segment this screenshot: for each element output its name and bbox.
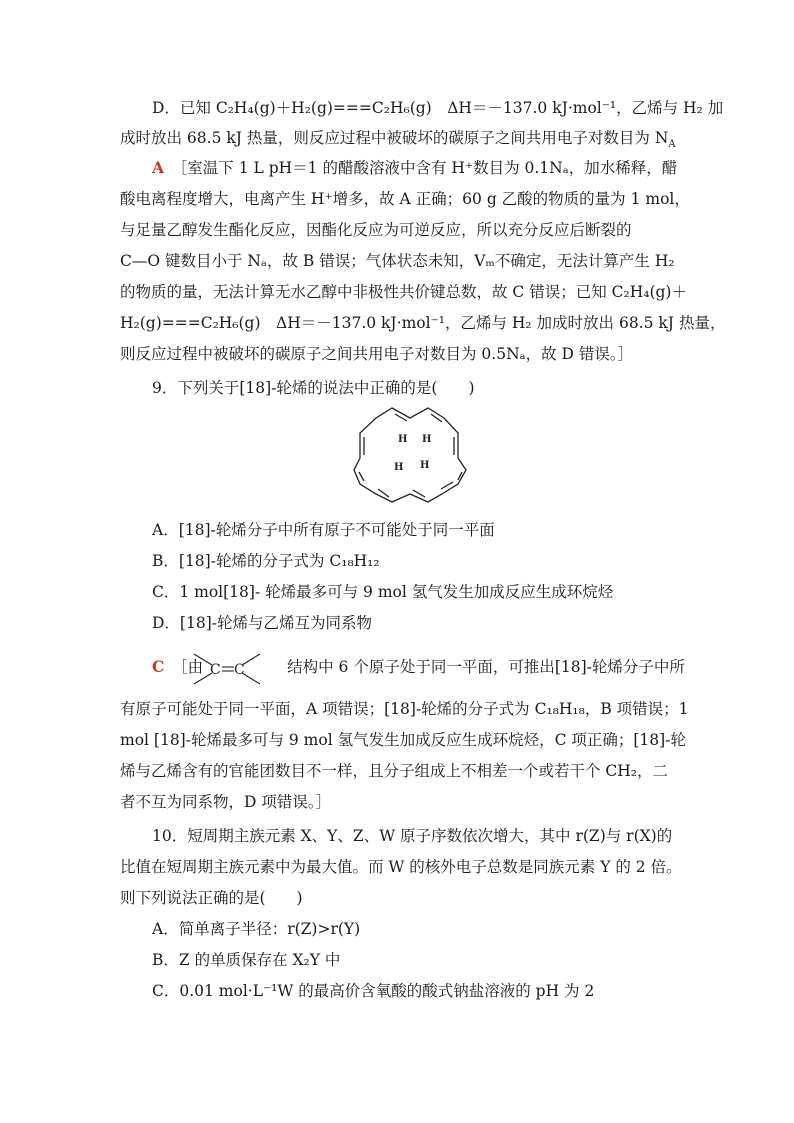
q10-stem-line: 则下列说法正确的是( ): [120, 889, 303, 907]
q9-answer-line: C ［由 结构中 6 个原子处于同一平面，可推出[18]-轮烯分子中所: [152, 657, 685, 676]
carbon-label: C: [210, 662, 221, 678]
q8-option-d-line2: 成时放出 68.5 kJ 热量，则反应过程中被破坏的碳原子之间共用电子对数目为 $N_A$: [120, 129, 676, 151]
ethylene-double-bond-diagram: [188, 650, 266, 688]
q8-explanation-line: C—O 键数目小于 Nₐ，故 B 错误；气体状态未知，Vₘ不确定，无法计算产生 H₂: [120, 252, 675, 270]
q8-option-d-line1: D．已知 C₂H₄(g)＋H₂(g)===C₂H₆(g) ΔH＝－137.0 kJ·mol⁻¹，乙烯与 H₂ 加: [152, 99, 724, 117]
h-atom-label: H: [420, 460, 430, 471]
q8-answer-line: A ［室温下 1 L pH＝1 的醋酸溶液中含有 H⁺数目为 0.1Nₐ，加水稀释，醋: [152, 158, 678, 177]
q8-explanation-line: 的物质的量，无法计算无水乙醇中非极性共价键总数，故 C 错误；已知 C₂H₄(g)＋: [120, 283, 687, 301]
q10-option-b: B．Z 的单质保存在 X₂Y 中: [152, 951, 341, 969]
h-atom-label: H: [394, 462, 404, 473]
q9-option-b: B．[18]-轮烯的分子式为 C₁₈H₁₂: [152, 552, 380, 570]
q9-option-d: D．[18]-轮烯与乙烯互为同系物: [152, 614, 372, 632]
q9-stem: 9．下列关于[18]-轮烯的说法中正确的是( ): [152, 379, 475, 397]
q9-explanation-line: 者不互为同系物，D 项错误。］: [120, 793, 332, 811]
answer-letter: C: [152, 657, 165, 676]
q9-option-c: C．1 mol[18]- 轮烯最多可与 9 mol 氢气发生加成反应生成环烷烃: [152, 583, 614, 601]
q8-explanation-line: H₂(g)===C₂H₆(g) ΔH＝－137.0 kJ·mol⁻¹，乙烯与 H₂ 加成时放出 68.5 kJ 热量，: [120, 314, 726, 332]
q8-explanation-line: 酸电离程度增大，电离产生 H⁺增多，故 A 正确；60 g 乙酸的物质的量为 1 mol，: [120, 190, 690, 208]
q10-option-a: A．简单离子半径：r(Z)>r(Y): [152, 920, 361, 938]
q10-stem-line: 比值在短周期主族元素中为最大值。而 W 的核外电子总数是同族元素 Y 的 2 倍。: [120, 858, 682, 876]
q10-stem-line: 10．短周期主族元素 X、Y、Z、W 原子序数依次增大，其中 r(Z)与 r(X)的: [152, 827, 673, 845]
q9-explanation-line: 烯与乙烯含有的官能团数目不一样，且分子组成上不相差一个或若干个 CH₂，二: [120, 762, 669, 780]
q8-explanation-line: 则反应过程中被破坏的碳原子之间共用电子对数目为 0.5Nₐ，故 D 错误。］: [120, 345, 634, 363]
q9-explanation-line: mol [18]-轮烯最多可与 9 mol 氢气发生加成反应生成环烷烃，C 项正确；[18]-轮: [120, 731, 686, 749]
q8-explanation-line: 与足量乙醇发生酯化反应，因酯化反应为可逆反应，所以充分反应后断裂的: [120, 221, 632, 239]
q9-option-a: A．[18]-轮烯分子中所有原子不可能处于同一平面: [152, 521, 495, 539]
h-atom-label: H: [398, 434, 408, 445]
carbon-label: C: [234, 662, 245, 678]
q9-explanation-line: 有原子可能处于同一平面，A 项错误；[18]-轮烯的分子式为 C₁₈H₁₈，B 项错误；1: [120, 700, 689, 718]
annulene-structure-diagram: [348, 398, 478, 510]
h-atom-label: H: [422, 434, 432, 445]
answer-letter: A: [152, 158, 165, 177]
q10-option-c: C．0.01 mol·L⁻¹W 的最高价含氧酸的酸式钠盐溶液的 pH 为 2: [152, 982, 595, 1000]
